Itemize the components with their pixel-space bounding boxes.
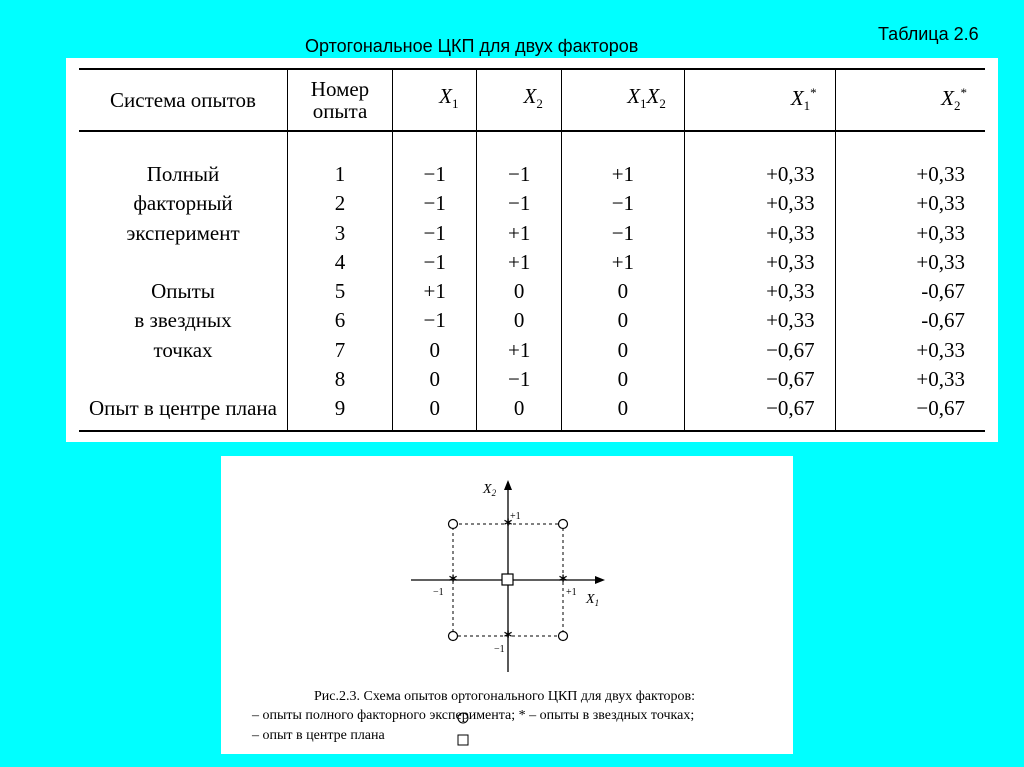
cell-x1x2: −1 [611, 220, 635, 245]
x2-axis-arrow [504, 480, 512, 490]
tick-pos-y: +1 [510, 511, 521, 522]
cell-x1s: +0,33 [766, 220, 815, 245]
cell-x2s: +0,33 [916, 191, 965, 216]
header-x1x2-a: X [627, 83, 641, 108]
cell-num: 2 [334, 191, 346, 216]
axis-y-base: X [483, 482, 492, 497]
x1x2-column [561, 131, 684, 431]
cell-x1s: +0,33 [766, 279, 815, 304]
x1-star-column [684, 131, 835, 431]
cell-x1s: −0,67 [766, 367, 815, 392]
header-x2 [477, 69, 561, 131]
axis-y-label [482, 482, 497, 498]
header-system-text: Система опытов [110, 88, 256, 112]
header-x1-sub: 1 [451, 96, 459, 112]
cell-x2: 0 [513, 308, 525, 333]
cell-num: 6 [334, 308, 346, 333]
cell-num: 8 [334, 367, 346, 392]
cell-x2: −1 [507, 191, 531, 216]
cell-x1x2: +1 [611, 249, 635, 274]
cell-x1: −1 [423, 191, 446, 216]
system-line: Опыты [151, 279, 215, 304]
header-x2-base: X [523, 83, 537, 108]
page-title: Ортогональное ЦКП для двух факторов [305, 36, 639, 56]
cell-x1x2: 0 [617, 367, 629, 392]
header-x2s-base: X [941, 86, 954, 111]
cell-x2: 0 [513, 279, 525, 304]
system-line [85, 248, 281, 277]
cell-x1: −1 [423, 308, 446, 333]
header-x1x2 [561, 69, 684, 131]
header-number [288, 69, 393, 131]
x1-axis-arrow [595, 576, 605, 584]
star-point-icon: * [448, 571, 458, 590]
header-x1x2-b-sub: 2 [659, 96, 666, 112]
figure-caption-title: Рис.2.3. Схема опытов ортогонального ЦКП для двух факторов: [314, 689, 696, 704]
system-line: факторный [133, 191, 233, 216]
header-x1x2-b: X [646, 83, 660, 108]
cell-x1x2: 0 [617, 396, 629, 421]
cell-x1x2: +1 [611, 162, 635, 186]
star-point-icon: * [503, 627, 513, 646]
cell-x1s: −0,67 [766, 337, 815, 362]
system-line: в звездных [134, 308, 232, 333]
table-body-row [79, 131, 985, 431]
factorial-point-circle [559, 632, 568, 641]
cell-x2s: +0,33 [916, 337, 965, 362]
cell-x1: −1 [423, 249, 446, 274]
cell-num: 7 [334, 337, 346, 362]
cell-x2s: -0,67 [921, 279, 965, 304]
cell-x2s: +0,33 [916, 162, 965, 186]
figure-caption-center-line: – опыт в центре плана [252, 728, 385, 743]
cell-x1: −1 [423, 162, 446, 186]
cell-x1s: +0,33 [766, 249, 815, 274]
cell-x1s: +0,33 [766, 308, 815, 333]
header-x2s-sup: * [960, 85, 967, 101]
header-number-line2: опыта [312, 99, 368, 123]
cell-x2: +1 [507, 220, 531, 245]
system-column [79, 131, 288, 431]
header-x1-base: X [439, 83, 452, 108]
legend-square-icon [458, 735, 468, 745]
header-x1x2-a-sub: 1 [640, 96, 647, 112]
header-number-line1: Номер [310, 77, 370, 101]
cell-x2s: +0,33 [916, 367, 965, 392]
header-x1s-sub: 1 [803, 98, 811, 114]
cell-x2: +1 [507, 337, 531, 362]
number-column [288, 131, 393, 431]
header-x1s-base: X [790, 86, 804, 111]
system-line: эксперимент [126, 220, 240, 245]
cell-x2s: −0,67 [916, 396, 965, 421]
cell-x2s: +0,33 [916, 249, 965, 274]
axis-x-label [585, 592, 599, 608]
system-line: Опыт в центре плана [88, 396, 277, 421]
cell-x1x2: 0 [617, 337, 629, 362]
star-point-icon: * [558, 571, 568, 590]
cell-x1x2: 0 [617, 308, 629, 333]
figure-panel [221, 456, 793, 754]
header-x1 [393, 69, 477, 131]
system-line [85, 365, 281, 394]
cell-x1s: +0,33 [766, 191, 815, 216]
cell-x2: +1 [507, 249, 531, 274]
factorial-point-circle [449, 632, 458, 641]
tick-neg-x: −1 [433, 587, 444, 598]
cell-x1s: +0,33 [766, 162, 815, 186]
system-line: Полный [146, 162, 220, 186]
cell-x2: −1 [507, 162, 531, 186]
factorial-point-circle [559, 520, 568, 529]
cell-num: 9 [334, 396, 346, 421]
table-header-row [79, 69, 985, 131]
x2-star-column [835, 131, 985, 431]
x2-column [477, 131, 561, 431]
cell-x1: +1 [423, 279, 446, 304]
table-number-label: Таблица 2.6 [878, 24, 979, 44]
header-system [79, 69, 288, 131]
cell-x1: 0 [429, 337, 440, 362]
factorial-point-circle [449, 520, 458, 529]
center-point-square [502, 574, 513, 585]
tick-pos-x: +1 [566, 587, 577, 598]
axis-x-sub: 1 [594, 598, 600, 608]
cell-num: 1 [334, 162, 346, 186]
cell-x1: −1 [423, 220, 446, 245]
table-panel [66, 58, 998, 442]
system-line: точках [153, 337, 213, 362]
cell-x1: 0 [429, 396, 440, 421]
axis-x-base: X [586, 592, 595, 607]
experiment-table [79, 68, 985, 432]
cell-num: 3 [334, 220, 346, 245]
header-x2-sub: 2 [536, 96, 543, 112]
cell-x2s: -0,67 [921, 308, 965, 333]
header-x2s-sub: 2 [954, 98, 961, 114]
tick-neg-y: −1 [494, 644, 505, 655]
cell-num: 5 [334, 279, 346, 304]
header-x1s-sup: * [810, 85, 817, 101]
figure-caption-legend-line: – опыты полного факторного эксперимента; * – опыты в звездных точках; [252, 708, 695, 723]
cell-x1x2: −1 [611, 191, 635, 216]
axis-y-sub: 2 [491, 488, 497, 498]
cell-num: 4 [334, 249, 346, 274]
cell-x2: 0 [513, 396, 525, 421]
header-x2-star [835, 69, 985, 131]
cell-x1x2: 0 [617, 279, 629, 304]
cell-x2: −1 [507, 367, 531, 392]
header-x1-star [684, 69, 835, 131]
star-point-icon: * [503, 515, 513, 534]
cell-x2s: +0,33 [916, 220, 965, 245]
cell-x1: 0 [429, 367, 440, 392]
cell-x1s: −0,67 [766, 396, 815, 421]
x1-column [393, 131, 477, 431]
